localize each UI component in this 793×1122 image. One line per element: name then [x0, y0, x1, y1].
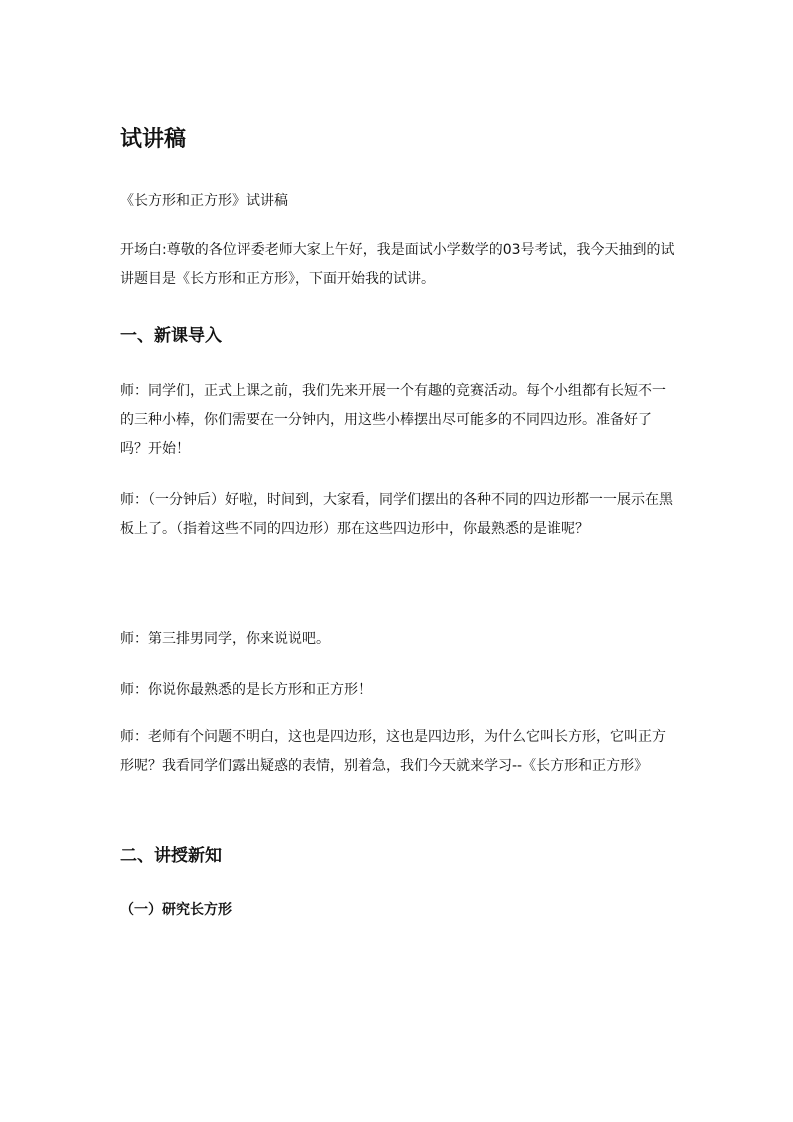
document-title: 试讲稿 [120, 127, 187, 152]
paragraph-question: 师：老师有个问题不明白，这也是四边形，这也是四边形，为什么它叫长方形，它叫正方形呢？我看同学们露出疑惑的表情，别着急，我们今天就来学习--《长方形和正方形》 [120, 729, 666, 774]
section-heading-intro: 一、新课导入 [120, 326, 222, 346]
opening-paragraph: 开场白:尊敬的各位评委老师大家上午好，我是面试小学数学的03号考试，我今天抽到的试讲题目是《长方形和正方形》，下面开始我的试讲。 [120, 242, 675, 287]
paragraph-competition: 师：同学们，正式上课之前，我们先来开展一个有趣的竞赛活动。每个小组都有长短不一的三种小棒，你们需要在一分钟内，用这些小棒摆出尽可能多的不同四边形。准备好了吗？开始！ [120, 383, 666, 457]
paragraph-familiar: 师：你说你最熟悉的是长方形和正方形！ [120, 682, 372, 698]
paragraph-call-student: 师：第三排男同学，你来说说吧。 [120, 631, 330, 647]
subsection-heading-rectangle: （一）研究长方形 [120, 902, 232, 918]
section-heading-new-knowledge: 二、讲授新知 [120, 846, 222, 866]
paragraph-display: 师：（一分钟后）好啦，时间到，大家看，同学们摆出的各种不同的四边形都一一展示在黑板上了。（指着这些不同的四边形）那在这些四边形中，你最熟悉的是谁呢？ [120, 492, 673, 537]
document-subtitle: 《长方形和正方形》试讲稿 [120, 193, 288, 209]
